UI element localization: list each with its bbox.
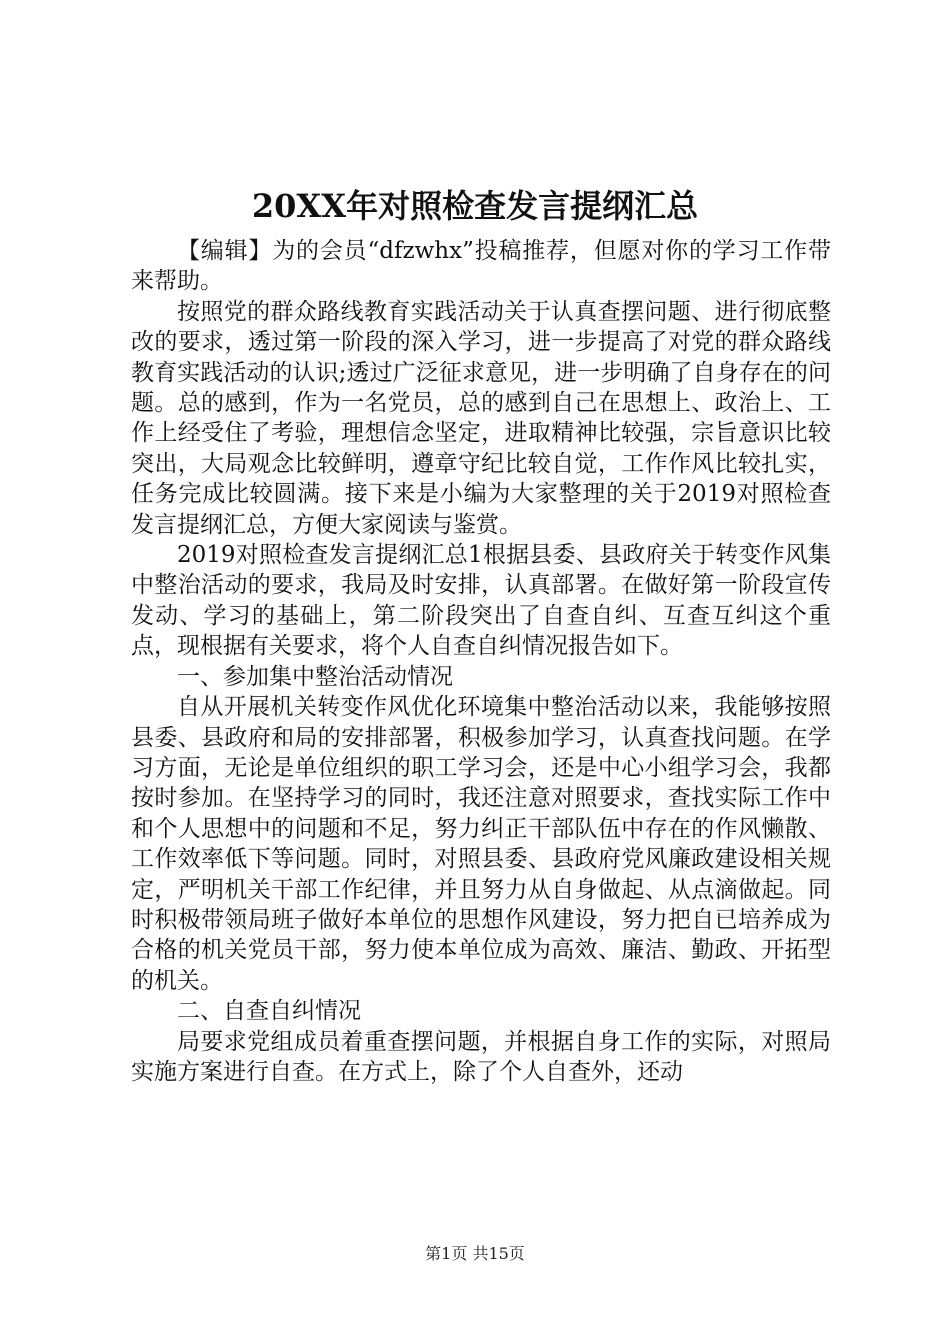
editor-note-paragraph: 【编辑】为的会员“dfzwhx”投稿推荐，但愿对你的学习工作带来帮助。 [131,238,831,295]
summary-paragraph: 2019对照检查发言提纲汇总1根据县委、县政府关于转变作风集中整治活动的要求，我局及时安排，认真部署。在做好第一阶段宣传发动、学习的基础上，第二阶段突出了自查自纠、互查互纠这个重点，现根据有关要求，将个人自查自纠情况报告如下。 [131,542,831,660]
document-title: 20XX年对照检查发言提纲汇总 [251,187,699,225]
page-number-footer: 第1页 共15页 [425,1244,525,1263]
section-2-paragraph: 局要求党组成员着重查摆问题，并根据自身工作的实际，对照局实施方案进行自查。在方式上，除了个人自查外，还动 [131,1028,831,1085]
section-1-paragraph: 自从开展机关转变作风优化环境集中整治活动以来，我能够按照县委、县政府和局的安排部署，积极参加学习，认真查找问题。在学习方面，无论是单位组织的职工学习会，还是中心小组学习会，我都按时参加。在坚持学习的同时，我还注意对照要求，查找实际工作中和个人思想中的问题和不足，努力纠正干部队伍中存在的作风懒散、工作效率低下等问题。同时，对照县委、县政府党风廉政建设相关规定，严明机关干部工作纪律，并且努力从自身做起、从点滴做起。同时积极带领局班子做好本单位的思想作风建设，努力把自已培养成为合格的机关党员干部，努力使本单位成为高效、廉洁、勤政、开拓型的机关。 [131,694,831,994]
document-body [131,236,831,1087]
intro-paragraph: 按照党的群众路线教育实践活动关于认真查摆问题、进行彻底整改的要求，透过第一阶段的深入学习，进一步提高了对党的群众路线教育实践活动的认识;透过广泛征求意见，进一步明确了自身存在的问题。总的感到，作为一名党员，总的感到自己在思想上、政治上、工作上经受住了考验，理想信念坚定，进取精神比较强，宗旨意识比较突出，大局观念比较鲜明，遵章守纪比较自觉，工作作风比较扎实，任务完成比较圆满。接下来是小编为大家整理的关于2019对照检查发言提纲汇总，方便大家阅读与鉴赏。 [131,298,831,538]
section-heading-1: 一、参加集中整治活动情况 [177,663,453,690]
section-heading-2: 二、自查自纠情况 [177,998,361,1025]
